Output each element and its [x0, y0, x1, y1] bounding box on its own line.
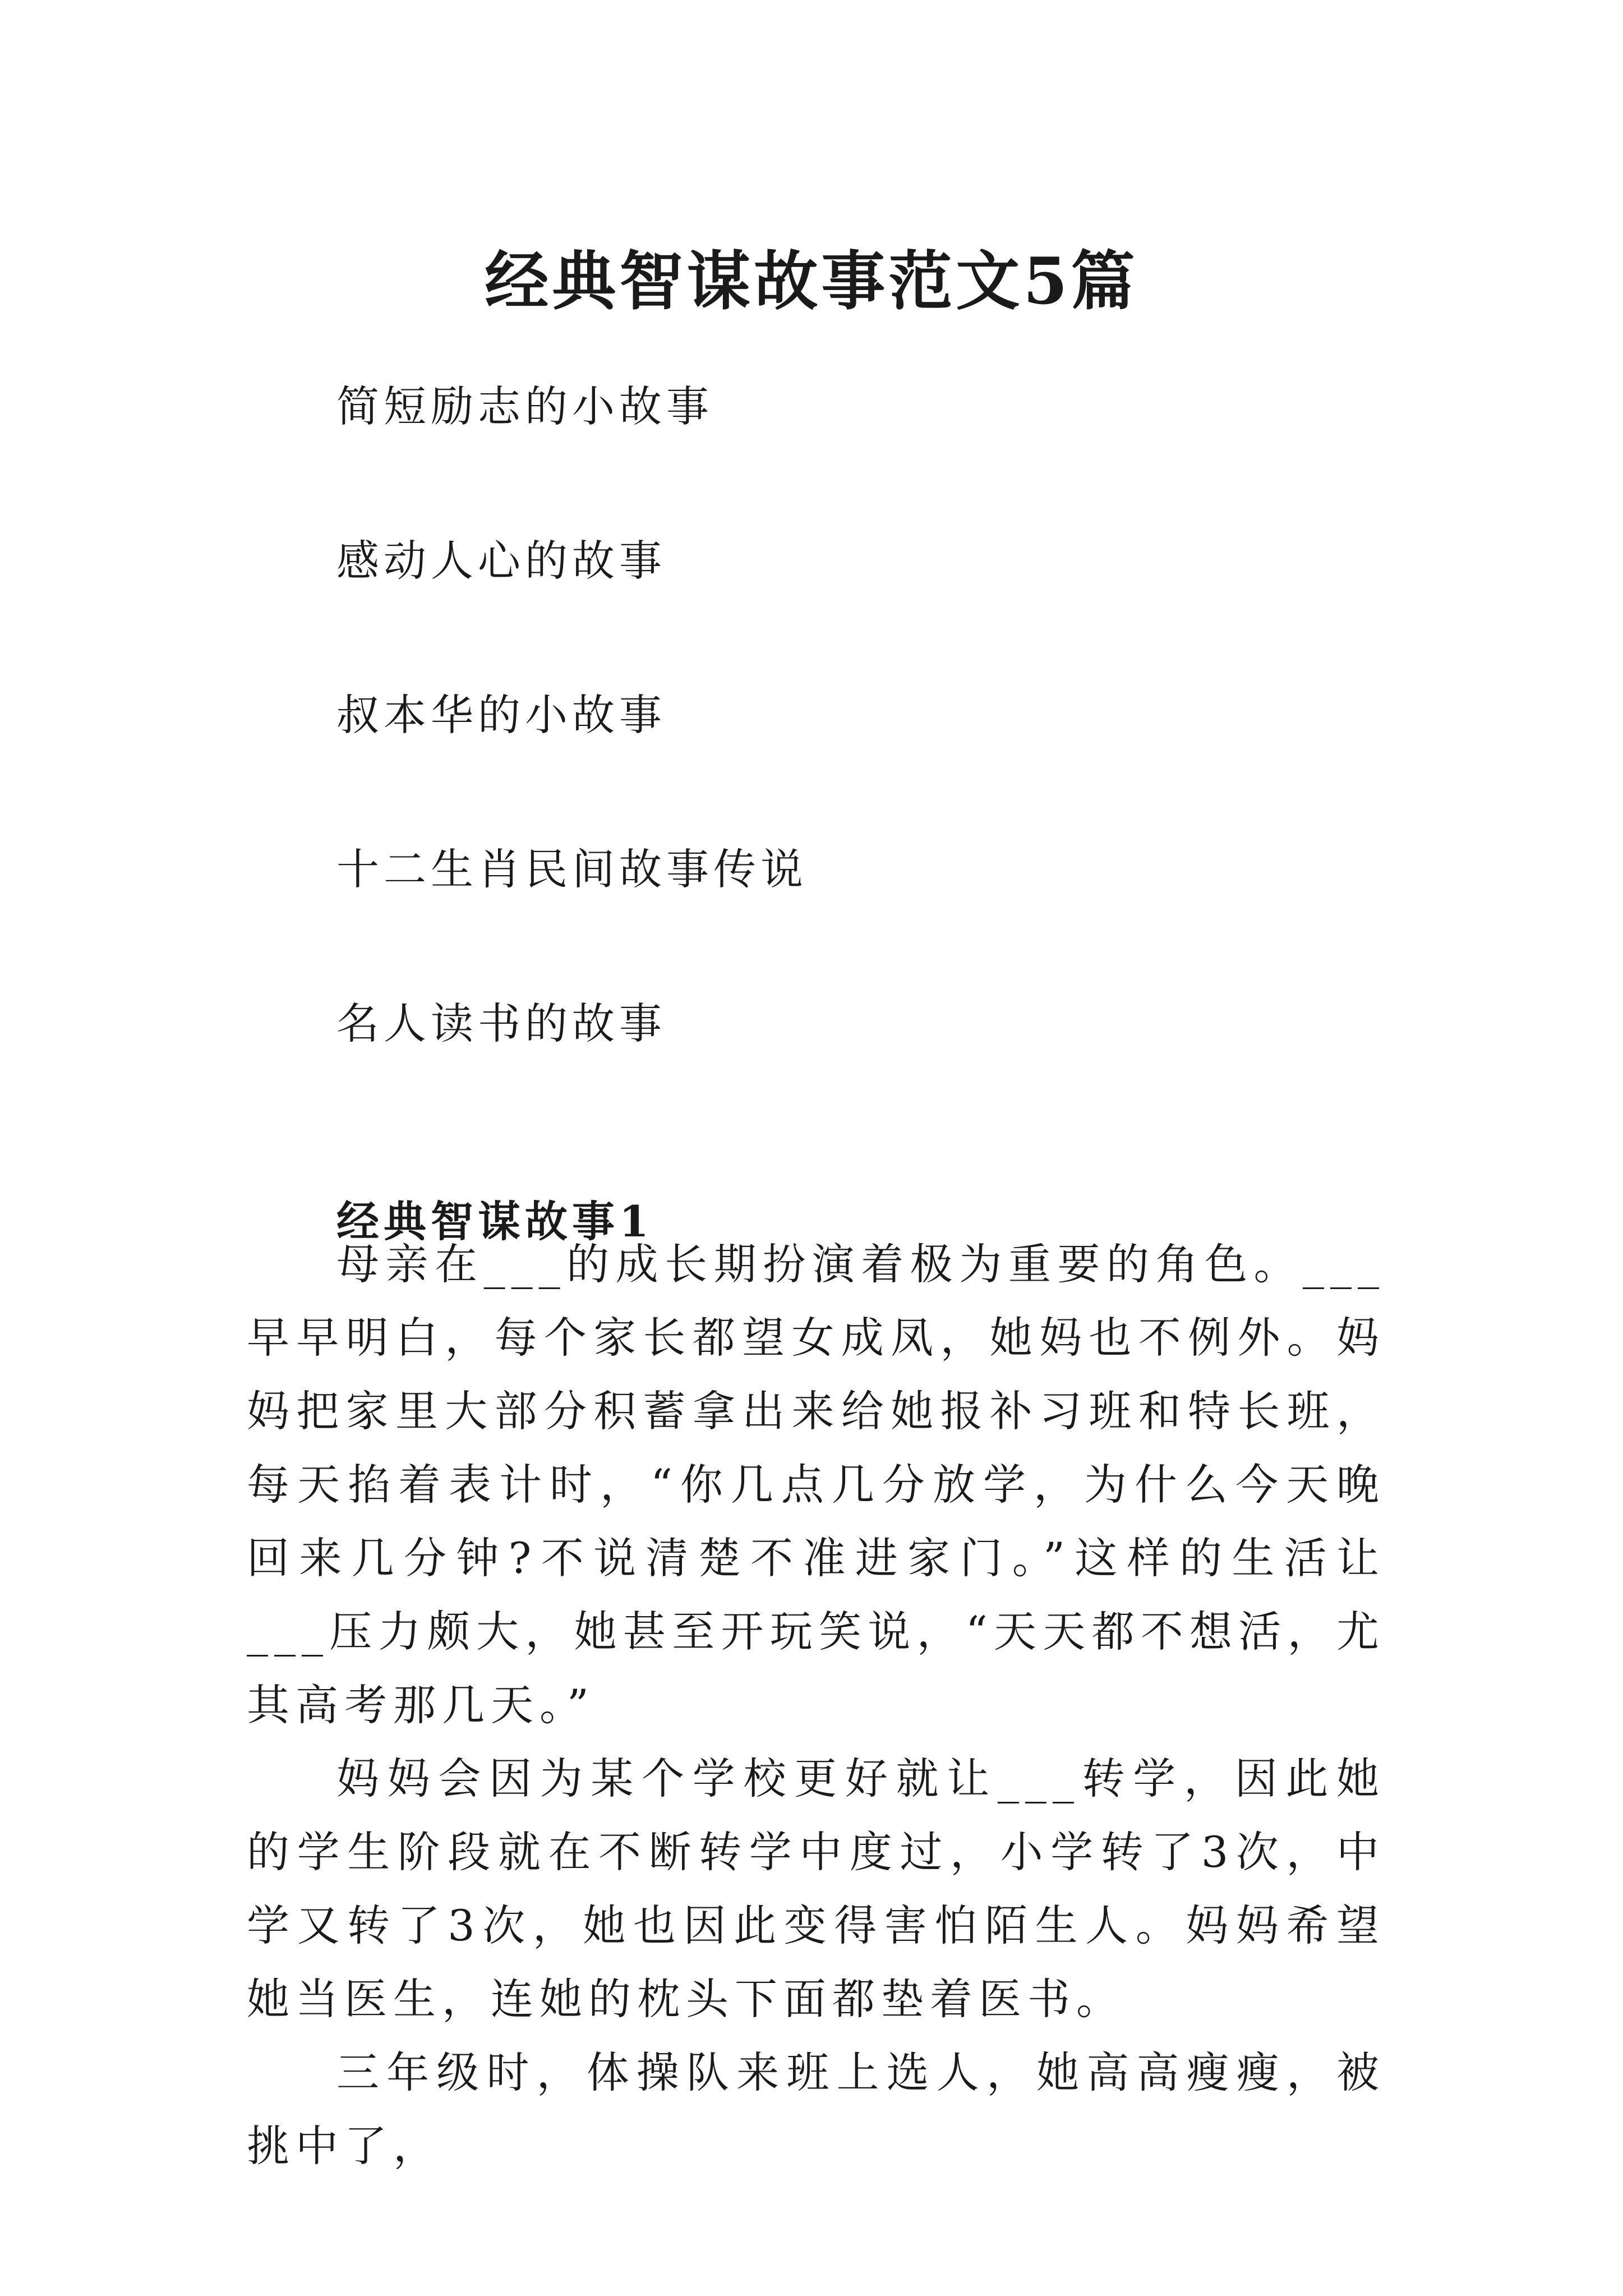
body-text [247, 1227, 1385, 2183]
toc-item: 名人读书的故事 [336, 999, 666, 1048]
paragraph: 母亲在___的成长期扮演着极为重要的角色。___早早明白，每个家长都望女成凤，她妈也不例外。妈妈把家里大部分积蓄拿出来给她报补习班和特长班，每天掐着表计时，“你几点几分放学，为什么今天晚回来几分钟?不说清楚不准进家门。”这样的生活让___压力颇大，她甚至开玩笑说，“天天都不想活，尤其高考那几天。” [247, 1239, 1385, 1730]
toc-item: 十二生肖民间故事传说 [336, 844, 808, 894]
paragraph: 三年级时，体操队来班上选人，她高高瘦瘦，被挑中了， [247, 2047, 1385, 2171]
document-title: 经典智谋故事范文5篇 [485, 243, 1138, 319]
toc-item: 简短励志的小故事 [336, 381, 713, 431]
toc-item: 感动人心的故事 [336, 536, 666, 586]
section-heading: 经典智谋故事1 [336, 1197, 653, 1247]
paragraph: 妈妈会因为某个学校更好就让___转学，因此她的学生阶段就在不断转学中度过，小学转了3次，中学又转了3次，她也因此变得害怕陌生人。妈妈希望她当医生，连她的枕头下面都垫着医书。 [247, 1754, 1385, 2024]
toc-item: 叔本华的小故事 [336, 690, 666, 740]
